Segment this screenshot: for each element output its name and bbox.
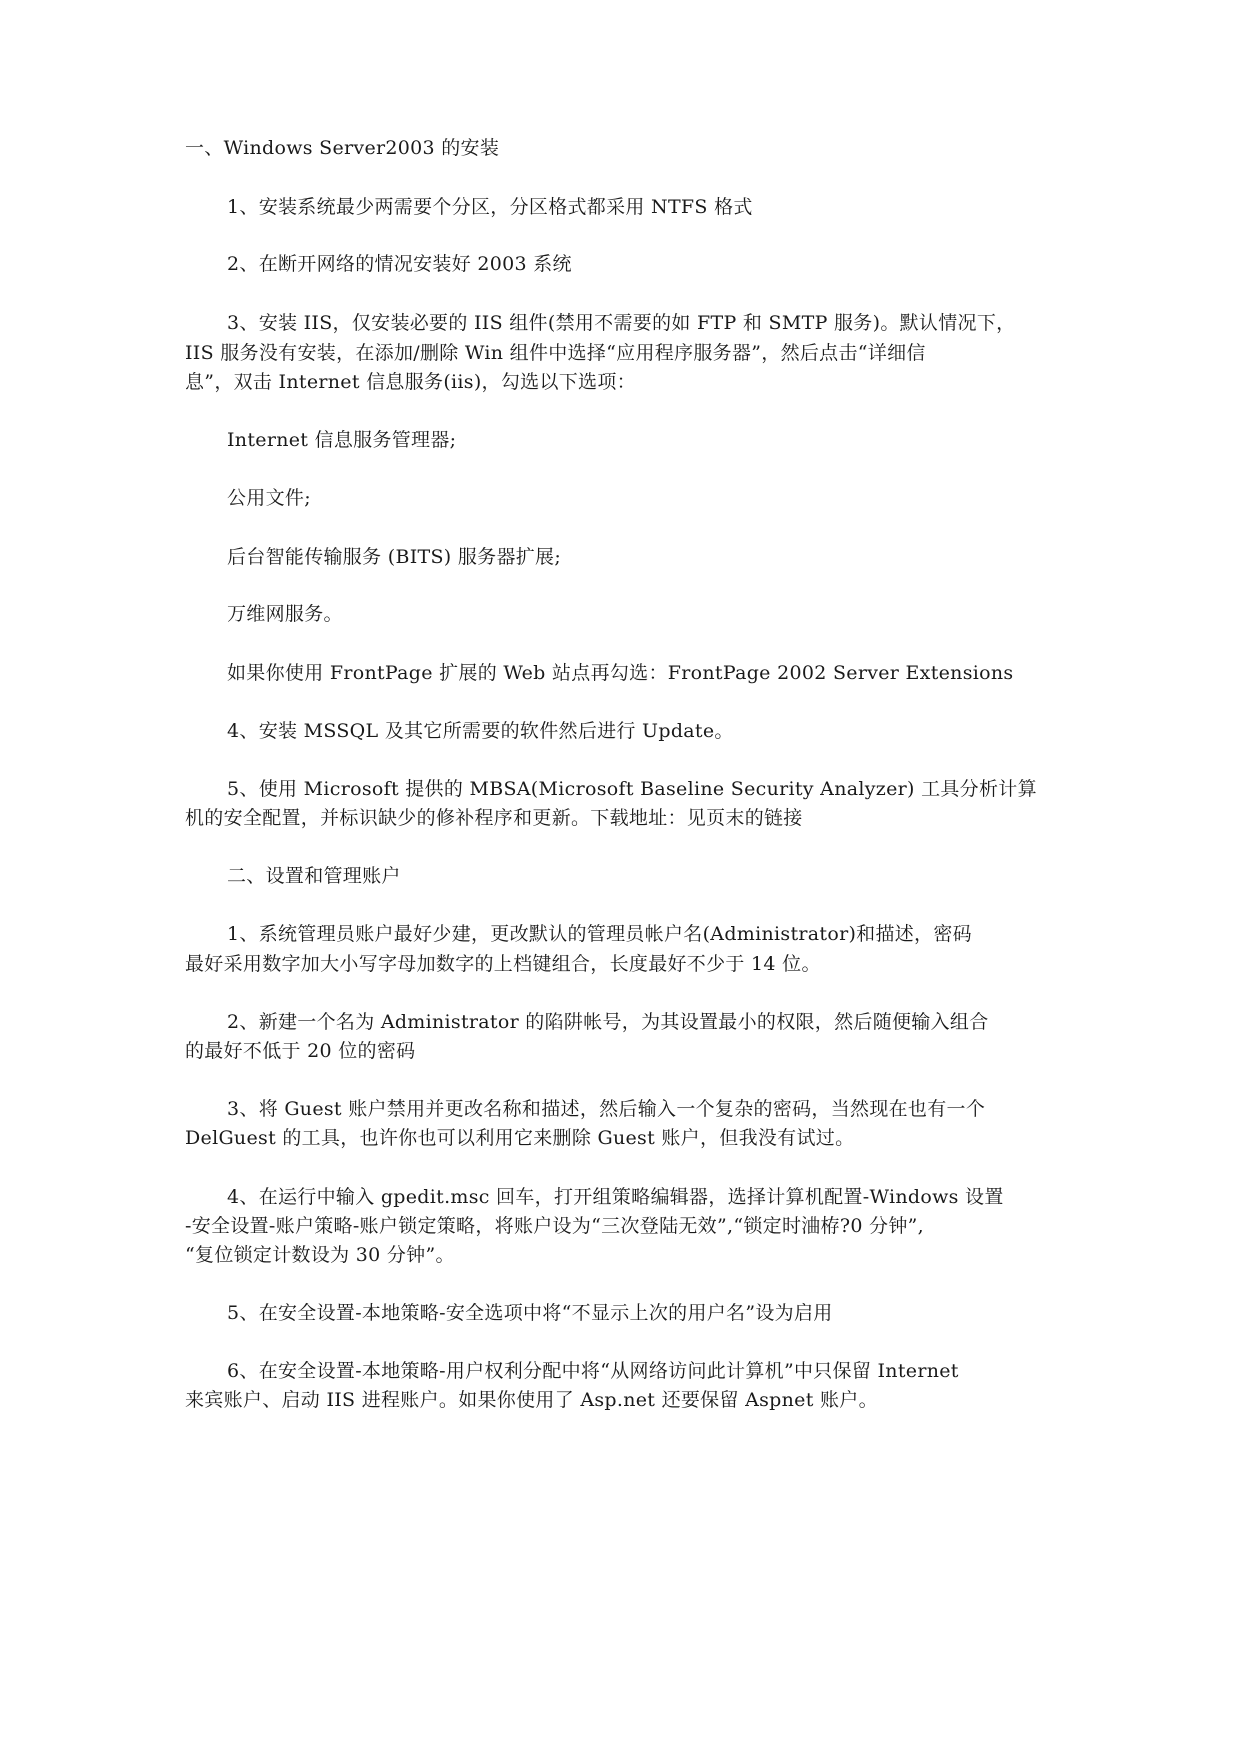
paragraph-line: 2、新建一个名为 Administrator 的陷阱帐号，为其设置最小的权限，然后随便输入组合	[227, 1011, 989, 1033]
paragraph-line: 来宾账户、启动 IIS 进程账户。如果你使用了 Asp.net 还要保留 Aspnet 账户。	[185, 1389, 878, 1411]
paragraph-line: “复位锁定计数设为 30 分钟”。	[185, 1244, 455, 1266]
paragraph-line: -安全设置-账户策略-账户锁定策略，将账户设为“三次登陆无效”,“锁定时浀栫?0 分钟”,	[185, 1215, 925, 1237]
paragraph-line: 1、安装系统最少两需要个分区，分区格式都采用 NTFS 格式	[227, 196, 753, 218]
paragraph-line: 2、在断开网络的情况安装好 2003 系统	[227, 253, 572, 275]
paragraph-line: 后台智能传输服务 (BITS) 服务器扩展;	[227, 546, 562, 568]
section-heading-2: 二、设置和管理账户	[227, 865, 401, 887]
paragraph-line: Internet 信息服务管理器;	[227, 429, 457, 451]
paragraph-line: DelGuest 的工具，也许你也可以利用它来删除 Guest 账户，但我没有试过。	[185, 1127, 855, 1149]
paragraph-line: 机的安全配置，并标识缺少的修补程序和更新。下载地址：见页末的链接	[185, 807, 803, 829]
paragraph-line: 6、在安全设置-本地策略-用户权利分配中将“从网络访问此计算机”中只保留 Internet	[227, 1360, 959, 1382]
section-heading-1: 一、Windows Server2003 的安装	[185, 137, 500, 159]
paragraph-line: 的最好不低于 20 位的密码	[185, 1040, 416, 1062]
paragraph-line: 5、使用 Microsoft 提供的 MBSA(Microsoft Baseline Security Analyzer) 工具分析计算	[227, 778, 1037, 800]
paragraph-line: 4、在运行中输入 gpedit.msc 回车，打开组策略编辑器，选择计算机配置-Windows 设置	[227, 1186, 1004, 1208]
paragraph-line: 3、将 Guest 账户禁用并更改名称和描述，然后输入一个复杂的密码，当然现在也有一个	[227, 1098, 986, 1120]
paragraph-line: 5、在安全设置-本地策略-安全选项中将“不显示上次的用户名”设为启用	[227, 1302, 833, 1324]
paragraph-line: 如果你使用 FrontPage 扩展的 Web 站点再勾选：FrontPage 2002 Server Extensions	[227, 662, 1014, 684]
paragraph-line: 3、安装 IIS，仅安装必要的 IIS 组件(禁用不需要的如 FTP 和 SMTP 服务)。默认情况下，	[227, 312, 1016, 334]
paragraph-line: 最好采用数字加大小写字母加数字的上档键组合，长度最好不少于 14 位。	[185, 953, 821, 975]
paragraph-line: 息”，双击 Internet 信息服务(iis)，勾选以下选项：	[185, 371, 636, 393]
paragraph-line: 万维网服务。	[227, 603, 343, 625]
paragraph-line: IIS 服务没有安装，在添加/删除 Win 组件中选择“应用程序服务器”，然后点击“详细信	[185, 342, 926, 364]
paragraph-line: 4、安装 MSSQL 及其它所需要的软件然后进行 Update。	[227, 720, 734, 742]
paragraph-line: 1、系统管理员账户最好少建，更改默认的管理员帐户名(Administrator)和描述，密码	[227, 923, 972, 945]
paragraph-line: 公用文件;	[227, 487, 311, 509]
